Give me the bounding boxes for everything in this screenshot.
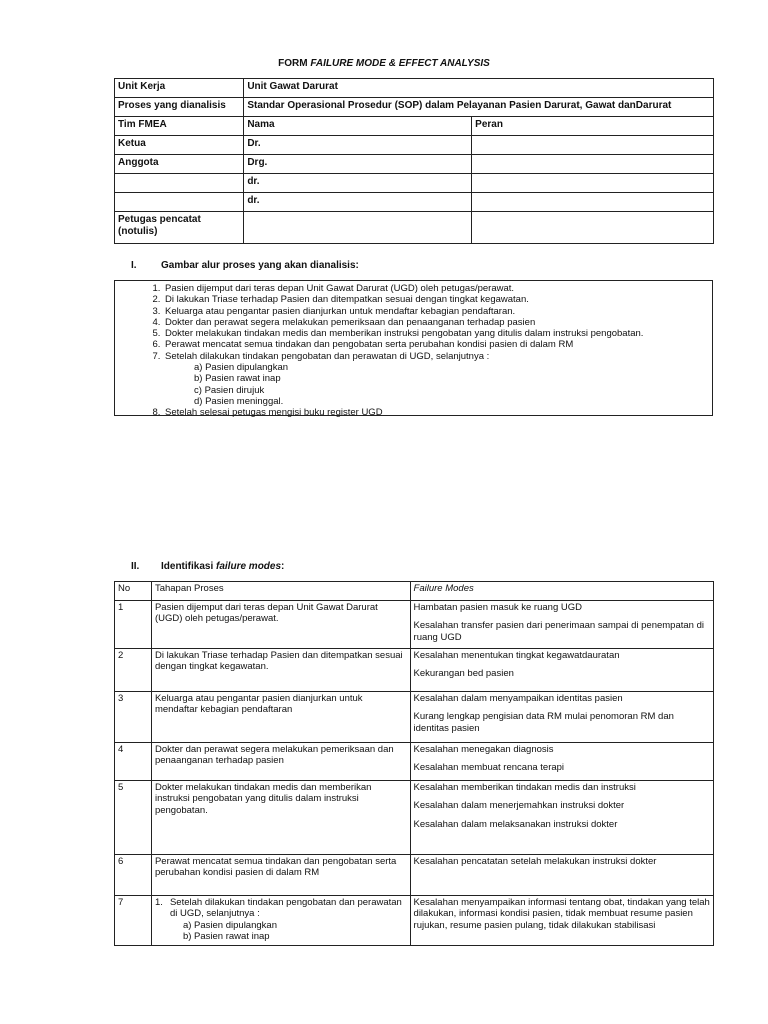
proses-label: Proses yang dianalisis (115, 98, 244, 117)
substep-text: Pasien rawat inap (205, 373, 281, 385)
substep-text: Pasien dirujuk (204, 384, 265, 396)
failure-mode: Kesalahan membuat rencana terapi (413, 762, 565, 774)
failure-mode: Kesalahan memberikan tindakan medis dan instruksi (413, 782, 636, 793)
proses-value: Standar Operasional Prosedur (SOP) dalam Pelayanan Pasien Darurat, Gawat danDarurat (244, 98, 714, 117)
tim-label: Tim FMEA (115, 117, 244, 136)
col-header-no: No (115, 582, 152, 601)
info-table (114, 78, 714, 244)
row-no: 4 (115, 743, 152, 781)
section-2-title (161, 561, 284, 572)
substep-mark: a) (194, 362, 203, 374)
process-step: 6. Perawat mencatat semua tindakan dan pengobatan serta perubahan kondisi pasien di dalam RM (163, 339, 712, 350)
process-substep (192, 385, 712, 396)
substep-text: Pasien meninggal. (205, 395, 284, 407)
row-no: 7 (115, 896, 152, 946)
row-tahapan: Keluarga atau pengantar pasien dianjurkan untuk mendaftar kebagian pendaftaran (151, 692, 410, 743)
table-row (115, 855, 714, 896)
failure-mode: Kekurangan bed pasien (413, 668, 514, 680)
row-failure-modes (410, 649, 713, 692)
substep-mark: c) (194, 384, 202, 396)
process-substep (192, 373, 712, 384)
failure-modes-table (114, 581, 714, 946)
petugas-label: Petugas pencatat (notulis) (115, 212, 244, 244)
process-step: 5. Dokter melakukan tindakan medis dan memberikan instruksi pengobatan yang ditulis dalam instruksi pengobatan. (163, 328, 712, 339)
process-step-text: Setelah dilakukan tindakan pengobatan dan perawatan di UGD, selanjutnya : (165, 350, 490, 362)
ketua-name: Dr. (244, 136, 472, 155)
section-2-title-end: : (281, 561, 285, 572)
row-failure-modes (410, 601, 713, 649)
table-row (115, 743, 714, 781)
substep-text: Pasien rawat inap (194, 930, 270, 942)
nested-substep (155, 920, 407, 931)
row-no: 3 (115, 692, 152, 743)
empty-label (115, 193, 244, 212)
process-step: 1. Pasien dijemput dari teras depan Unit Gawat Darurat (UGD) oleh petugas/perawat. (163, 283, 712, 294)
form-title-italic: FAILURE MODE & EFFECT ANALYSIS (310, 58, 490, 69)
process-step: 2. Di lakukan Triase terhadap Pasien dan ditempatkan sesuai dengan tingkat kegawatan. (163, 294, 712, 305)
substep-mark: b) (194, 373, 203, 385)
failure-mode: Kesalahan menentukan tingkat kegawatdauratan (413, 650, 620, 661)
petugas-peran (472, 212, 714, 244)
form-title-prefix: FORM (278, 58, 311, 69)
process-steps-list (115, 283, 712, 419)
nama-header: Nama (244, 117, 472, 136)
process-step: 8. Setelah selesai petugas mengisi buku register UGD (163, 407, 712, 418)
table-row (115, 692, 714, 743)
section-2-number: II. (131, 561, 140, 572)
col-header-failure: Failure Modes (410, 582, 713, 601)
failure-mode: Kurang lengkap pengisian data RM mulai penomoran RM dan identitas pasien (413, 711, 674, 734)
row-tahapan-nested (151, 896, 410, 946)
process-substep (192, 396, 712, 407)
nested-substep (155, 931, 407, 942)
failure-mode: Kesalahan pencatatan setelah melakukan instruksi dokter (413, 856, 657, 867)
anggota-name-1: Drg. (244, 155, 472, 174)
failure-mode: Kesalahan dalam menyampaikan identitas pasien (413, 693, 623, 704)
col-header-tahapan: Tahapan Proses (151, 582, 410, 601)
failure-mode: Kesalahan menyampaikan informasi tentang obat, tindakan yang telah dilakukan, informasi kondisi pasien, tidak membuat resume pasien rujukan, resume pasien pulang, tidak dilakukan stabilisasi (413, 897, 710, 931)
anggota-peran-2 (472, 174, 714, 193)
section-1-number: I. (131, 260, 137, 271)
row-failure-modes (410, 855, 713, 896)
failure-mode: Kesalahan transfer pasien dari penerimaan sampai di penempatan di ruang UGD (413, 620, 704, 643)
row-failure-modes (410, 896, 713, 946)
row-no: 5 (115, 781, 152, 855)
section-2-title-italic: failure modes (216, 561, 282, 572)
anggota-peran-3 (472, 193, 714, 212)
table-row (115, 649, 714, 692)
row-no: 1 (115, 601, 152, 649)
nested-step-number: 1. (154, 897, 163, 908)
petugas-name (244, 212, 472, 244)
process-substep (192, 362, 712, 373)
failure-mode: Kesalahan dalam menerjemahkan instruksi dokter (413, 800, 625, 812)
anggota-name-2: dr. (244, 174, 472, 193)
substep-mark: d) (194, 395, 203, 407)
substep-text: Pasien dipulangkan (194, 919, 277, 931)
process-step-with-sub (163, 351, 712, 407)
row-no: 6 (115, 855, 152, 896)
row-failure-modes (410, 692, 713, 743)
anggota-name-3: dr. (244, 193, 472, 212)
failure-mode: Kesalahan menegakan diagnosis (413, 744, 554, 755)
row-tahapan: Dokter dan perawat segera melakukan pemeriksaan dan penaanganan terhadap pasien (151, 743, 410, 781)
nested-step-text: Setelah dilakukan tindakan pengobatan dan perawatan di UGD, selanjutnya : (169, 897, 402, 920)
unit-kerja-label: Unit Kerja (115, 79, 244, 98)
anggota-label: Anggota (115, 155, 244, 174)
row-tahapan: Pasien dijemput dari teras depan Unit Gawat Darurat (UGD) oleh petugas/perawat. (151, 601, 410, 649)
process-step: 4. Dokter dan perawat segera melakukan pemeriksaan dan penaanganan terhadap pasien (163, 317, 712, 328)
form-title (0, 58, 768, 69)
section-1-title: Gambar alur proses yang akan dianalisis: (161, 260, 359, 271)
process-substeps-list (165, 362, 712, 407)
process-flow-box (114, 280, 713, 419)
row-failure-modes (410, 743, 713, 781)
unit-kerja-value: Unit Gawat Darurat (244, 79, 714, 98)
row-no: 2 (115, 649, 152, 692)
substep-text: Pasien dipulangkan (205, 362, 289, 374)
table-row (115, 781, 714, 855)
ketua-peran (472, 136, 714, 155)
row-tahapan: Di lakukan Triase terhadap Pasien dan ditempatkan sesuai dengan tingkat kegawatan. (151, 649, 410, 692)
row-failure-modes (410, 781, 713, 855)
peran-header: Peran (472, 117, 714, 136)
ketua-label: Ketua (115, 136, 244, 155)
substep-mark: b) (182, 930, 192, 942)
row-tahapan: Dokter melakukan tindakan medis dan memberikan instruksi pengobatan yang ditulis dalam instruksi pengobatan. (151, 781, 410, 855)
table-row (115, 601, 714, 649)
failure-mode: Kesalahan dalam melaksanakan instruksi dokter (413, 818, 618, 830)
substep-mark: a) (182, 919, 192, 931)
table-row (115, 896, 714, 946)
nested-step (155, 897, 407, 920)
empty-label (115, 174, 244, 193)
process-step: 3. Keluarga atau pengantar pasien dianjurkan untuk mendaftar kebagian pendaftaran. (163, 306, 712, 317)
failure-mode: Hambatan pasien masuk ke ruang UGD (413, 602, 582, 613)
section-2-title-plain: Identifikasi (161, 561, 217, 572)
anggota-peran-1 (472, 155, 714, 174)
row-tahapan: Perawat mencatat semua tindakan dan pengobatan serta perubahan kondisi pasien di dalam RM (151, 855, 410, 896)
